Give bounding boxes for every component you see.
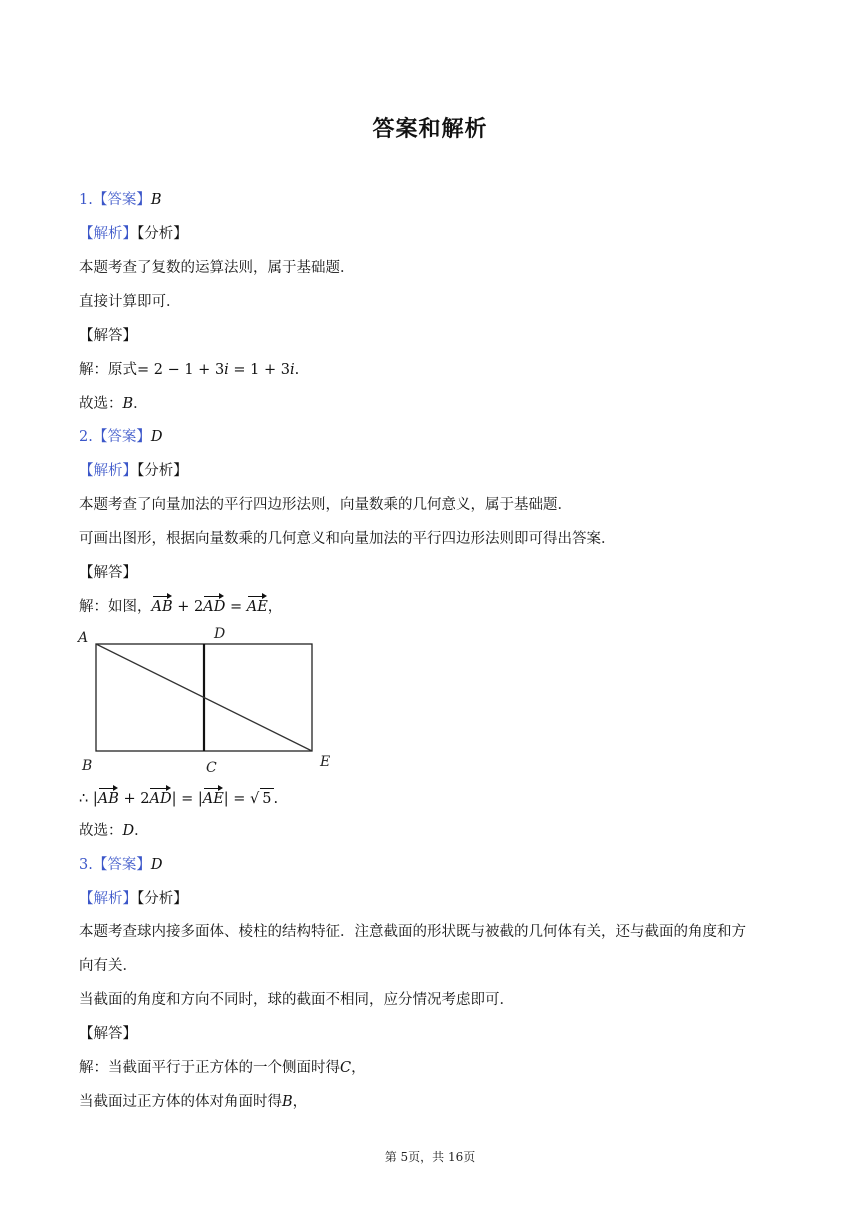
figure-label-a: A: [78, 630, 89, 646]
q3-number: 3.: [79, 857, 93, 873]
q2-choice: [79, 821, 149, 841]
q2-jiexi-tag: 【解析】: [79, 463, 137, 479]
figure-label-b: B: [82, 758, 93, 774]
q2-xuan-end: ．: [134, 823, 149, 839]
q2-solution: [79, 597, 282, 617]
q2-sol-prefix: 解：如图，: [79, 599, 152, 615]
q1-sol-prefix: 解：原式: [79, 362, 137, 378]
q1-solution: [79, 360, 299, 380]
q1-xuan: B: [122, 396, 134, 412]
q3-answer-tag: 【答案】: [92, 857, 151, 873]
q1-analysis-header: [79, 224, 188, 244]
q2-xuan: D: [122, 823, 135, 839]
vector-ae: AE: [246, 599, 268, 615]
q2-result-end: .: [273, 791, 279, 807]
q1-choice: [79, 394, 148, 414]
q3-answer-line: [79, 855, 162, 875]
q3-analysis-header: [79, 889, 188, 909]
q3-solution-2: [79, 1092, 307, 1112]
q2-result-mid: | = |: [171, 791, 203, 807]
q2-text-2: 可画出图形，根据向量数乘的几何意义和向量加法的平行四边形法则即可得出答案．: [79, 531, 616, 547]
q3-sol2-prefix: 当截面过正方体的体对角面时得: [79, 1094, 282, 1110]
q1-xuan-end: ．: [133, 396, 148, 412]
q1-number: 1.: [79, 192, 93, 208]
q2-result-plus2: + 2: [118, 791, 150, 807]
q1-answer-tag: 【答案】: [92, 192, 151, 208]
q3-sol1-end: ，: [351, 1060, 366, 1076]
q1-fenxi-tag: 【分析】: [137, 226, 188, 242]
vector-ab-2: AB: [97, 791, 119, 807]
q1-sol-eq: = 1 + 3: [228, 362, 290, 378]
q1-sol-math: = 2 − 1 + 3: [137, 362, 225, 378]
q2-number: 2.: [79, 429, 93, 445]
q3-sol2-end: ，: [292, 1094, 308, 1110]
q2-analysis-header: [79, 461, 188, 481]
q1-jieda-tag: 【解答】: [79, 328, 137, 344]
q3-jieda-tag: 【解答】: [79, 1026, 137, 1042]
q1-sol-i: i: [224, 362, 229, 378]
q2-answer: D: [150, 429, 163, 445]
q3-sol2-var: B: [282, 1094, 293, 1110]
q2-plus2: + 2: [172, 599, 204, 615]
q2-fenxi-tag: 【分析】: [137, 463, 188, 479]
q1-text-1: 本题考查了复数的运算法则，属于基础题．: [79, 260, 355, 276]
q1-answer: B: [150, 192, 162, 208]
q2-text-1: 本题考查了向量加法的平行四边形法则，向量数乘的几何意义，属于基础题．: [79, 497, 572, 513]
q2-comma: ，: [267, 599, 283, 615]
q2-jieda-tag: 【解答】: [79, 565, 137, 581]
figure-label-d: D: [214, 626, 226, 642]
q2-result-eq: | = √: [223, 791, 260, 807]
q2-answer-tag: 【答案】: [92, 429, 151, 445]
vector-ad: AD: [203, 599, 226, 615]
q2-eq: =: [225, 599, 247, 615]
q2-result-val: 5: [260, 788, 273, 809]
q1-text-2: 直接计算即可．: [79, 294, 181, 310]
page-footer: 第 5页，共 16页: [384, 1150, 476, 1164]
figure-label-e: E: [320, 754, 331, 770]
q2-result: [79, 788, 278, 809]
q1-xuan-prefix: 故选：: [79, 396, 123, 412]
page-title: 答案和解析: [372, 117, 488, 142]
q3-fenxi-tag: 【分析】: [137, 891, 188, 907]
q1-sol-end: .: [294, 362, 300, 378]
vector-ab: AB: [151, 599, 173, 615]
parallelogram-figure: [74, 622, 344, 778]
q1-answer-line: [79, 190, 162, 210]
q2-result-therefore: ∴ |: [79, 791, 98, 807]
q3-answer: D: [150, 857, 163, 873]
q2-xuan-prefix: 故选：: [79, 823, 123, 839]
q3-text-2: 当截面的角度和方向不同时，球的截面不相同，应分情况考虑即可．: [79, 992, 514, 1008]
q1-sol-i2: i: [290, 362, 295, 378]
vector-ae-2: AE: [202, 791, 224, 807]
vector-ad-2: AD: [149, 791, 172, 807]
q3-solution-1: [79, 1058, 366, 1078]
q3-text-1b: 向有关．: [79, 958, 137, 974]
q1-jiexi-tag: 【解析】: [79, 226, 137, 242]
q3-text-1a: 本题考查球内接多面体、棱柱的结构特征．注意截面的形状既与被截的几何体有关，还与截面的角度和方: [79, 924, 746, 940]
q2-answer-line: [79, 427, 162, 447]
figure-label-c: C: [206, 760, 217, 776]
q3-jiexi-tag: 【解析】: [79, 891, 137, 907]
q3-sol1-prefix: 解：当截面平行于正方体的一个侧面时得: [79, 1060, 340, 1076]
q3-sol1-var: C: [340, 1060, 352, 1076]
